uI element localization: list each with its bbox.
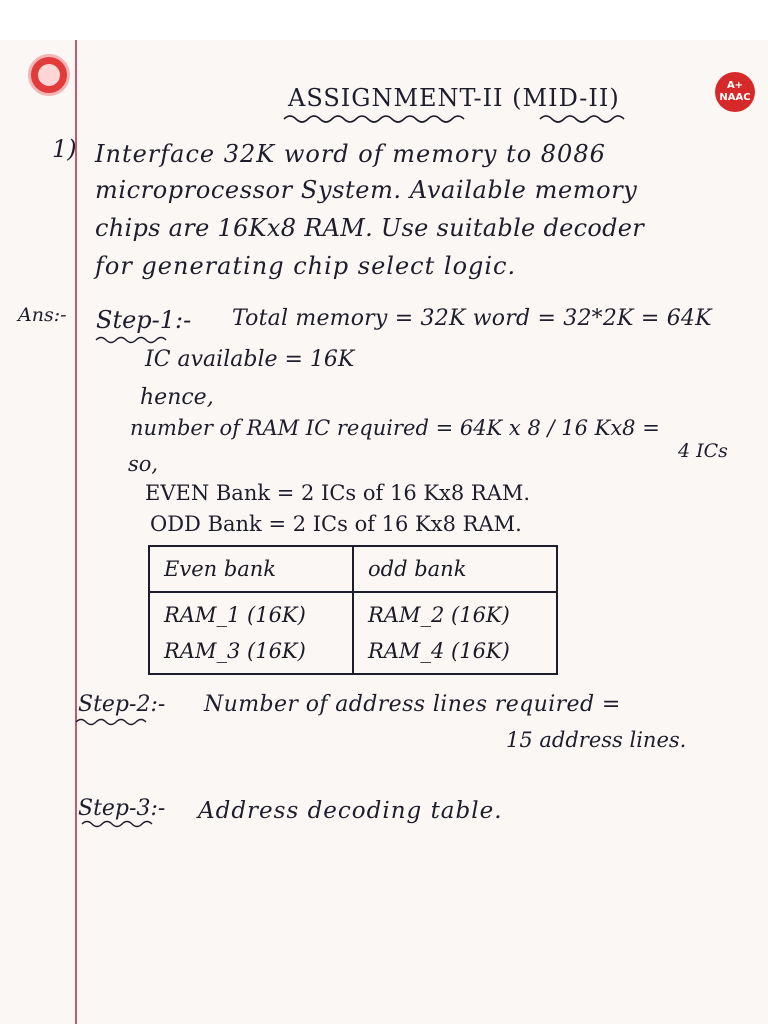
table-header-odd: odd bank [353, 546, 557, 592]
step1-ic-available: IC available = 16K [145, 347, 355, 372]
even-bank-ram: RAM_3 (16K) [164, 639, 306, 663]
margin-line [75, 40, 77, 1024]
naac-badge: A+ NAAC [715, 72, 755, 112]
table-row [149, 592, 557, 674]
step3-text: Address decoding table. [198, 798, 503, 824]
question-number: 1) [52, 135, 77, 163]
step1-hence: hence, [140, 385, 214, 410]
step1-underline [94, 334, 174, 346]
step1-ics-result: 4 ICs [678, 440, 728, 462]
college-logo-icon [28, 54, 70, 96]
answer-label: Ans:- [18, 304, 67, 326]
step2-result: 15 address lines. [506, 728, 687, 752]
step1-so: so, [128, 452, 159, 476]
question-line: for generating chip select logic. [95, 252, 517, 280]
step1-odd-bank: ODD Bank = 2 ICs of 16 Kx8 RAM. [150, 512, 522, 536]
assignment-title: ASSIGNMENT-II (MID-II) [288, 84, 620, 112]
odd-bank-ram: RAM_4 (16K) [368, 639, 510, 663]
step3-heading: Step-3:- [78, 796, 166, 821]
step2-underline [74, 716, 154, 728]
table-cell [149, 592, 353, 674]
step1-ram-required: number of RAM IC required = 64K x 8 / 16 Kx8 = [130, 416, 660, 440]
step3-underline [80, 818, 160, 830]
top-blank-strip [0, 0, 768, 40]
question-line: chips are 16Kx8 RAM. Use suitable decoder [95, 214, 645, 242]
memory-bank-table [148, 545, 558, 675]
title-underline [282, 112, 642, 126]
step1-even-bank: EVEN Bank = 2 ICs of 16 Kx8 RAM. [145, 481, 531, 505]
even-bank-ram: RAM_1 (16K) [164, 603, 306, 627]
table-header-even: Even bank [149, 546, 353, 592]
step1-heading: Step-1:- [96, 306, 192, 334]
step2-text: Number of address lines required = [204, 692, 621, 717]
step1-total-memory: Total memory = 32K word = 32*2K = 64K [232, 306, 712, 331]
question-line: microprocessor System. Available memory [95, 176, 638, 204]
question-line: Interface 32K word of memory to 8086 [95, 140, 606, 168]
odd-bank-ram: RAM_2 (16K) [368, 603, 510, 627]
step2-heading: Step-2:- [78, 692, 166, 717]
table-cell [353, 592, 557, 674]
